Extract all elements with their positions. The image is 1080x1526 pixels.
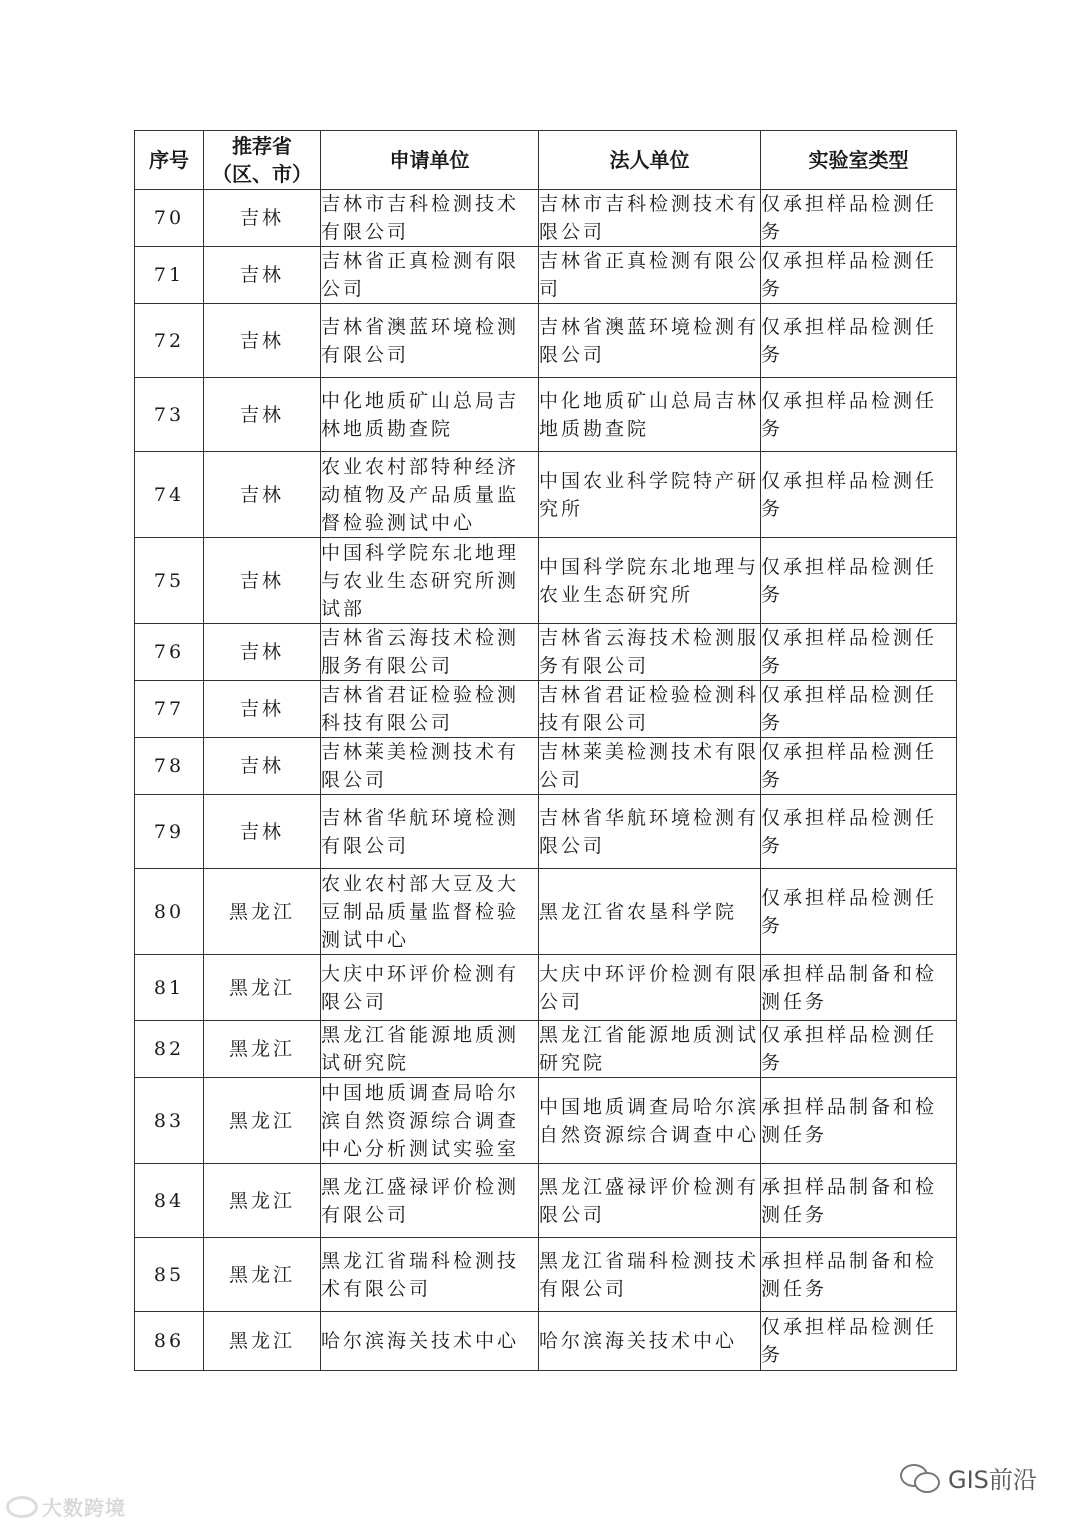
table-row <box>135 955 957 1021</box>
cell-legal-entity: 黑龙江省能源地质测试研究院 <box>539 1021 761 1078</box>
cell-legal-entity: 吉林省君证检验检测科技有限公司 <box>539 681 761 738</box>
table-row <box>135 247 957 304</box>
cell-legal-entity: 吉林省澳蓝环境检测有限公司 <box>539 304 761 378</box>
watermark-left-text: 大数跨境 <box>42 1496 126 1520</box>
cell-lab-type: 仅承担样品检测任务 <box>761 1312 957 1371</box>
wechat-icon <box>900 1464 940 1492</box>
cell-serial-number: 82 <box>135 1021 204 1078</box>
table-row <box>135 378 957 452</box>
table-row <box>135 1021 957 1078</box>
cell-applicant: 农业农村部特种经济动植物及产品质量监督检验测试中心 <box>321 452 539 538</box>
cell-legal-entity: 吉林市吉科检测技术有限公司 <box>539 190 761 247</box>
cell-province: 吉林 <box>204 247 321 304</box>
cell-legal-entity: 中化地质矿山总局吉林地质勘查院 <box>539 378 761 452</box>
cell-legal-entity: 吉林省华航环境检测有限公司 <box>539 795 761 869</box>
table-row <box>135 1078 957 1164</box>
cell-applicant: 黑龙江盛禄评价检测有限公司 <box>321 1164 539 1238</box>
cell-legal-entity: 中国地质调查局哈尔滨自然资源综合调查中心 <box>539 1078 761 1164</box>
cell-province: 黑龙江 <box>204 1238 321 1312</box>
header-province-line2: （区、市） <box>212 162 312 186</box>
cell-serial-number: 77 <box>135 681 204 738</box>
header-serial-number: 序号 <box>135 131 204 190</box>
cell-applicant: 吉林省华航环境检测有限公司 <box>321 795 539 869</box>
cell-lab-type: 仅承担样品检测任务 <box>761 681 957 738</box>
cell-province: 黑龙江 <box>204 1312 321 1371</box>
cell-province: 黑龙江 <box>204 869 321 955</box>
cell-legal-entity: 黑龙江盛禄评价检测有限公司 <box>539 1164 761 1238</box>
cell-legal-entity: 吉林省云海技术检测服务有限公司 <box>539 624 761 681</box>
cell-serial-number: 75 <box>135 538 204 624</box>
cell-serial-number: 80 <box>135 869 204 955</box>
cell-province: 黑龙江 <box>204 1164 321 1238</box>
cell-legal-entity: 大庆中环评价检测有限公司 <box>539 955 761 1021</box>
cell-serial-number: 70 <box>135 190 204 247</box>
cell-applicant: 吉林省君证检验检测科技有限公司 <box>321 681 539 738</box>
table-row <box>135 738 957 795</box>
cell-legal-entity: 吉林省正真检测有限公司 <box>539 247 761 304</box>
cell-province: 吉林 <box>204 681 321 738</box>
cell-applicant: 吉林省澳蓝环境检测有限公司 <box>321 304 539 378</box>
cell-legal-entity: 吉林莱美检测技术有限公司 <box>539 738 761 795</box>
cell-lab-type: 仅承担样品检测任务 <box>761 190 957 247</box>
cell-lab-type: 仅承担样品检测任务 <box>761 624 957 681</box>
cell-applicant: 吉林省正真检测有限公司 <box>321 247 539 304</box>
cell-province: 吉林 <box>204 378 321 452</box>
cell-serial-number: 76 <box>135 624 204 681</box>
cell-lab-type: 承担样品制备和检测任务 <box>761 1164 957 1238</box>
cell-lab-type: 仅承担样品检测任务 <box>761 869 957 955</box>
cell-applicant: 中化地质矿山总局吉林地质勘查院 <box>321 378 539 452</box>
cell-serial-number: 78 <box>135 738 204 795</box>
cell-province: 黑龙江 <box>204 1021 321 1078</box>
cell-lab-type: 仅承担样品检测任务 <box>761 304 957 378</box>
cell-lab-type: 仅承担样品检测任务 <box>761 452 957 538</box>
cell-serial-number: 83 <box>135 1078 204 1164</box>
header-lab-type: 实验室类型 <box>761 131 957 190</box>
cell-applicant: 中国科学院东北地理与农业生态研究所测试部 <box>321 538 539 624</box>
table-row <box>135 624 957 681</box>
cell-province: 黑龙江 <box>204 1078 321 1164</box>
table-row <box>135 1238 957 1312</box>
cell-legal-entity: 中国科学院东北地理与农业生态研究所 <box>539 538 761 624</box>
table-row <box>135 869 957 955</box>
cell-province: 吉林 <box>204 538 321 624</box>
cell-lab-type: 承担样品制备和检测任务 <box>761 955 957 1021</box>
cell-applicant: 中国地质调查局哈尔滨自然资源综合调查中心分析测试实验室 <box>321 1078 539 1164</box>
cell-serial-number: 81 <box>135 955 204 1021</box>
watermark-logo-icon <box>6 1496 38 1518</box>
header-legal-entity: 法人单位 <box>539 131 761 190</box>
cell-province: 吉林 <box>204 304 321 378</box>
cell-applicant: 吉林省云海技术检测服务有限公司 <box>321 624 539 681</box>
cell-province: 吉林 <box>204 795 321 869</box>
cell-lab-type: 仅承担样品检测任务 <box>761 247 957 304</box>
cell-applicant: 大庆中环评价检测有限公司 <box>321 955 539 1021</box>
cell-province: 黑龙江 <box>204 955 321 1021</box>
table-row <box>135 1312 957 1371</box>
cell-applicant: 吉林莱美检测技术有限公司 <box>321 738 539 795</box>
cell-province: 吉林 <box>204 738 321 795</box>
cell-legal-entity: 哈尔滨海关技术中心 <box>539 1312 761 1371</box>
cell-serial-number: 84 <box>135 1164 204 1238</box>
cell-applicant: 农业农村部大豆及大豆制品质量监督检验测试中心 <box>321 869 539 955</box>
table-row <box>135 1164 957 1238</box>
cell-legal-entity: 黑龙江省农垦科学院 <box>539 869 761 955</box>
header-applicant: 申请单位 <box>321 131 539 190</box>
table-row <box>135 681 957 738</box>
table-row <box>135 190 957 247</box>
watermark-right-text: GIS前沿 <box>948 1466 1037 1494</box>
header-province <box>204 131 321 190</box>
table-row <box>135 795 957 869</box>
cell-lab-type: 仅承担样品检测任务 <box>761 795 957 869</box>
cell-applicant: 哈尔滨海关技术中心 <box>321 1312 539 1371</box>
cell-lab-type: 承担样品制备和检测任务 <box>761 1078 957 1164</box>
cell-serial-number: 74 <box>135 452 204 538</box>
table-row <box>135 538 957 624</box>
watermark-left <box>6 1492 126 1521</box>
cell-applicant: 黑龙江省能源地质测试研究院 <box>321 1021 539 1078</box>
table-body <box>135 190 957 1371</box>
cell-serial-number: 86 <box>135 1312 204 1371</box>
laboratory-list-table <box>134 130 957 1371</box>
cell-applicant: 吉林市吉科检测技术有限公司 <box>321 190 539 247</box>
cell-lab-type: 承担样品制备和检测任务 <box>761 1238 957 1312</box>
cell-serial-number: 79 <box>135 795 204 869</box>
table-row <box>135 304 957 378</box>
header-province-line1: 推荐省 <box>232 134 292 158</box>
table-row <box>135 452 957 538</box>
cell-province: 吉林 <box>204 624 321 681</box>
cell-lab-type: 仅承担样品检测任务 <box>761 378 957 452</box>
cell-serial-number: 71 <box>135 247 204 304</box>
cell-applicant: 黑龙江省瑞科检测技术有限公司 <box>321 1238 539 1312</box>
table-header-row <box>135 131 957 190</box>
cell-province: 吉林 <box>204 190 321 247</box>
cell-lab-type: 仅承担样品检测任务 <box>761 1021 957 1078</box>
cell-serial-number: 73 <box>135 378 204 452</box>
cell-serial-number: 85 <box>135 1238 204 1312</box>
cell-lab-type: 仅承担样品检测任务 <box>761 738 957 795</box>
cell-legal-entity: 中国农业科学院特产研究所 <box>539 452 761 538</box>
cell-serial-number: 72 <box>135 304 204 378</box>
cell-legal-entity: 黑龙江省瑞科检测技术有限公司 <box>539 1238 761 1312</box>
watermark-right <box>900 1460 1037 1495</box>
cell-lab-type: 仅承担样品检测任务 <box>761 538 957 624</box>
cell-province: 吉林 <box>204 452 321 538</box>
